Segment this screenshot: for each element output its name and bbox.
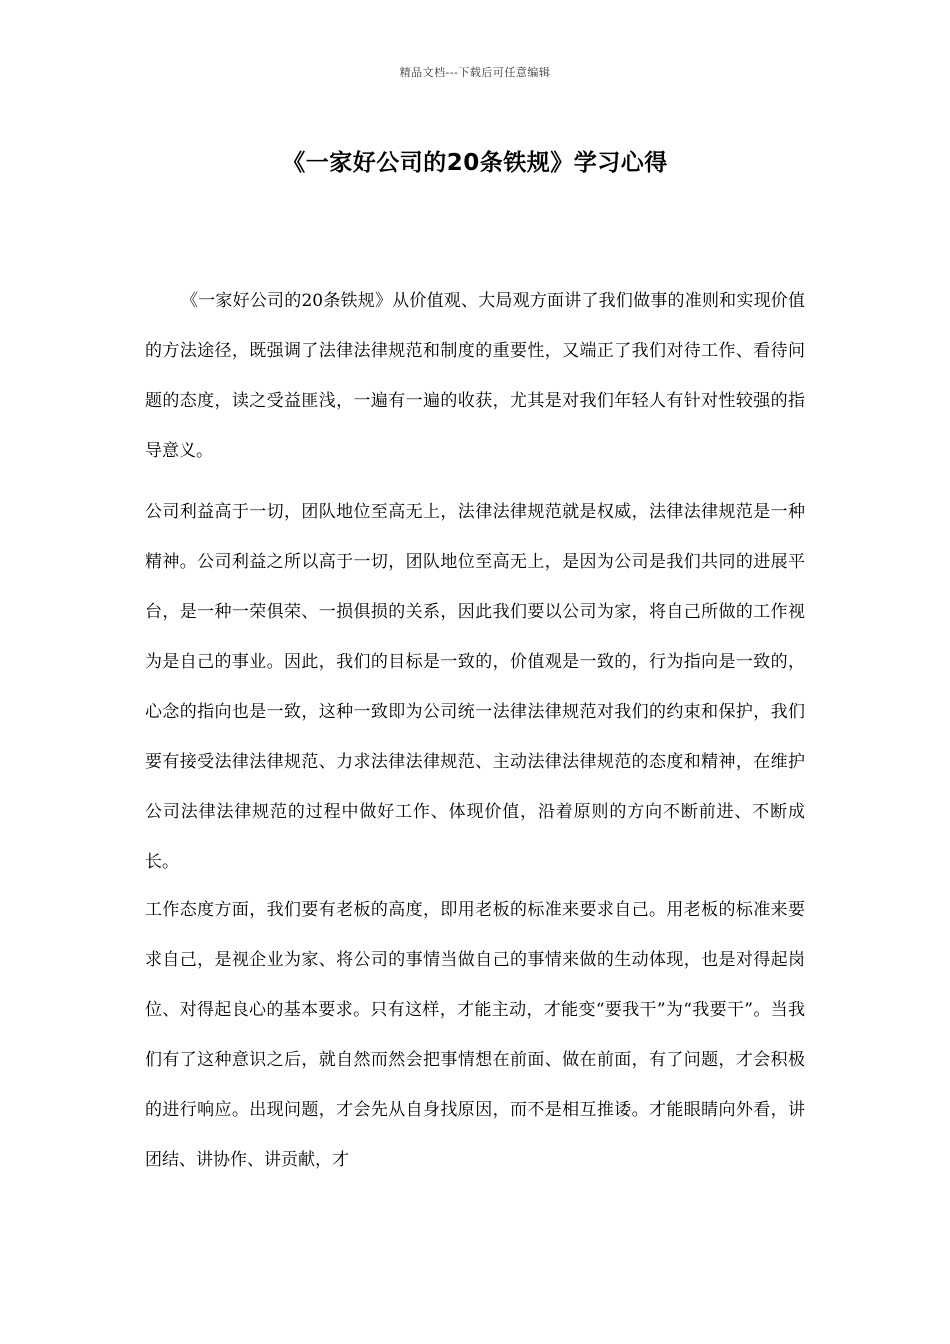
paragraph-intro: 《一家好公司的20条铁规》从价值观、大局观方面讲了我们做事的准则和实现价值的方法途径，既强调了法律法律规范和制度的重要性，又端正了我们对待工作、看待问题的态度，读之受益匪浅，一遍有一遍的收获，尤其是对我们年轻人有针对性较强的指导意义。 [145,291,805,461]
paragraph-company-interest: 公司利益高于一切，团队地位至高无上，法律法律规范就是权威，法律法律规范是一种精神。公司利益之所以高于一切，团队地位至高无上，是因为公司是我们共同的进展平台，是一种一荣俱荣、一损俱损的关系，因此我们要以公司为家，将自己所做的工作视为是自己的事业。因此，我们的目标是一致的，价值观是一致的，行为指向是一致的，心念的指向也是一致，这种一致即为公司统一法律法律规范对我们的约束和保护，我们要有接受法律法律规范、力求法律法律规范、主动法律法律规范的态度和精神，在维护公司法律法律规范的过程中做好工作、体现价值，沿着原则的方向不断前进、不断成长。 [145,502,805,872]
document-title: 《一家好公司的20条铁规》学习心得 [282,150,668,176]
paragraph-work-attitude: 工作态度方面，我们要有老板的高度，即用老板的标准来要求自己。用老板的标准来要求自己，是视企业为家、将公司的事情当做自己的事情来做的生动体现，也是对得起岗位、对得起良心的基本要求。只有这样，才能主动，才能变“要我干”为“我要干”。当我们有了这种意识之后，就自然而然会把事情想在前面、做在前面，有了问题，才会积极的进行响应。出现问题，才会先从自身找原因，而不是相互推诿。才能眼睛向外看，讲团结、讲协作、讲贡献，才 [145,900,805,1170]
header-note: 精品文档---下载后可任意编辑 [399,66,551,79]
